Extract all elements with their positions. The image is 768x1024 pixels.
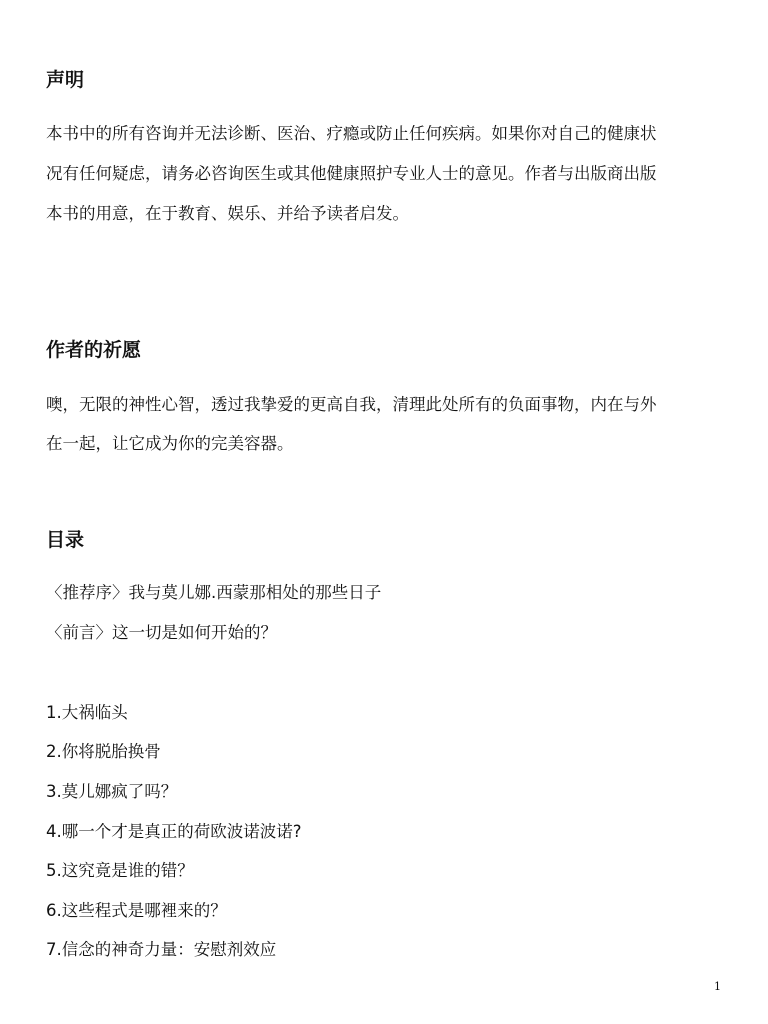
disclaimer-title: 声明 bbox=[46, 69, 85, 91]
toc-chapter-item: 4.哪一个才是真正的荷欧波诺波诺? bbox=[46, 822, 302, 841]
toc-chapter-item: 1.大祸临头 bbox=[46, 703, 128, 722]
prayer-title: 作者的祈愿 bbox=[46, 339, 142, 361]
toc-chapter-item: 7.信念的神奇力量：安慰剂效应 bbox=[46, 940, 277, 959]
prayer-line: 在一起，让它成为你的完美容器。 bbox=[46, 434, 294, 453]
toc-front-matter-item: 〈推荐序〉我与莫儿娜.西蒙那相处的那些日子 bbox=[46, 583, 382, 602]
toc-chapter-item: 5.这究竟是谁的错？ bbox=[46, 861, 194, 880]
toc-chapter-item: 6.这些程式是哪裡来的？ bbox=[46, 901, 227, 920]
disclaimer-line: 况有任何疑虑，请务必咨询医生或其他健康照护专业人士的意见。作者与出版商出版 bbox=[46, 164, 657, 183]
disclaimer-line: 本书的用意，在于教育、娱乐、并给予读者启发。 bbox=[46, 204, 409, 223]
toc-title: 目录 bbox=[46, 529, 85, 551]
prayer-line: 噢，无限的神性心智，透过我挚爱的更高自我，清理此处所有的负面事物，内在与外 bbox=[46, 395, 657, 414]
disclaimer-line: 本书中的所有咨询并无法诊断、医治、疗瘾或防止任何疾病。如果你对自己的健康状 bbox=[46, 124, 657, 143]
page-number: 1 bbox=[714, 980, 721, 993]
toc-chapter-item: 3.莫儿娜疯了吗？ bbox=[46, 782, 178, 801]
toc-front-matter-item: 〈前言〉这一切是如何开始的？ bbox=[46, 623, 277, 642]
toc-chapter-item: 2.你将脱胎换骨 bbox=[46, 742, 161, 761]
